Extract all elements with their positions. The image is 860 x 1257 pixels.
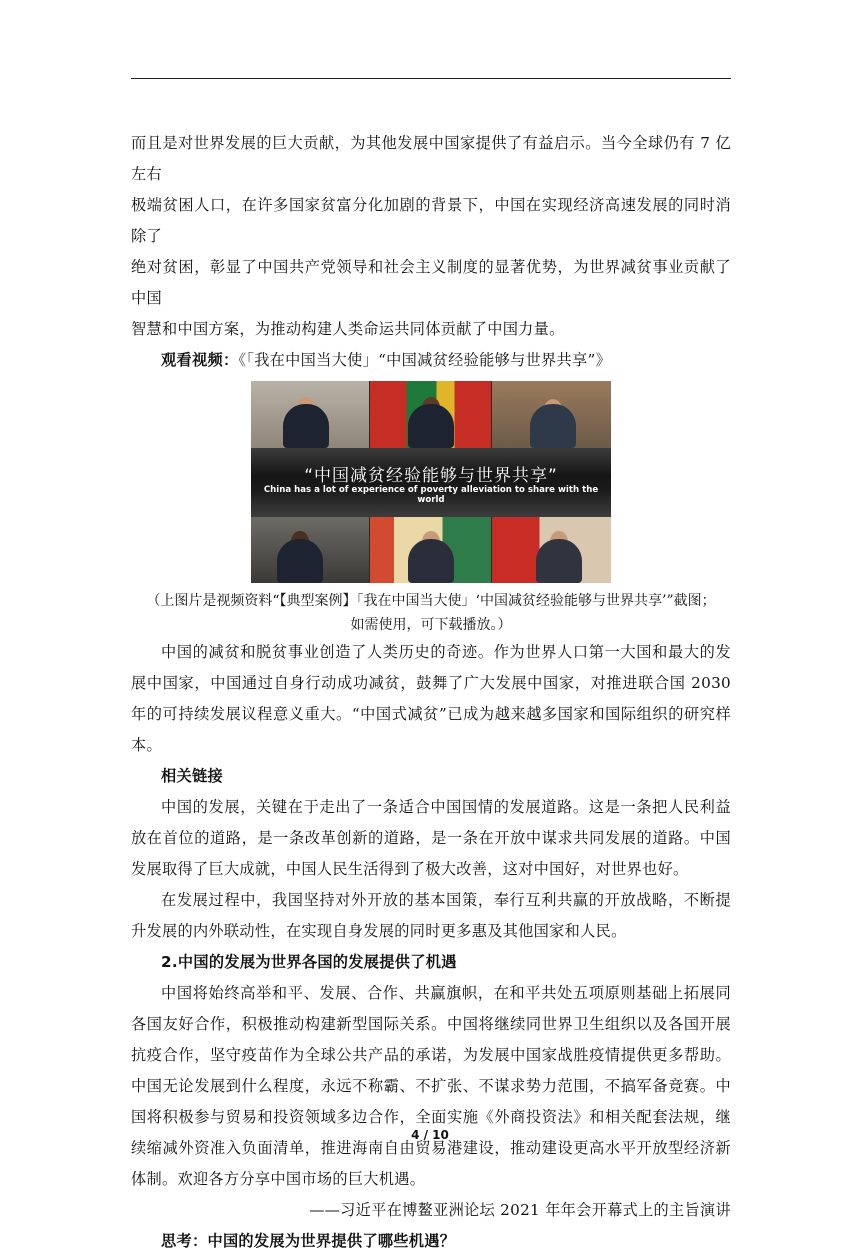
ambassador-panel [251, 517, 369, 583]
poverty-paragraph: 中国的减贫和脱贫事业创造了人类历史的奇迹。作为世界人口第一大国和最大的发展中国家，中国通过自身行动成功减贫，鼓舞了广大发展中国家，对推进联合国 2030 年的可持续发展议程意义重大。“中国式减贫”已成为越来越多国家和国际组织的研究样本。 [131, 643, 731, 754]
section-heading: 2.中国的发展为世界各国的发展提供了机遇 [161, 953, 457, 971]
paragraph-line: 智慧和中国方案，为推动构建人类命运共同体贡献了中国力量。 [131, 320, 565, 338]
quote-source: ——习近平在博鳌亚洲论坛 2021 年年会开幕式上的主旨演讲 [309, 1201, 731, 1219]
ambassador-panel [492, 517, 611, 583]
caption-line: 如需使用，可下载播放。） [350, 617, 512, 633]
person-figure [277, 539, 323, 583]
ambassador-panel [370, 381, 491, 448]
related-paragraph: 中国的发展，关键在于走出了一条适合中国国情的发展道路。这是一条把人民利益放在首位的道路，是一条改革创新的道路，是一条在开放中谋求共同发展的道路。中国发展取得了巨大成就，中国人民生活得到了极大改善，这对中国好，对世界也好。 [131, 798, 731, 878]
video-label: 观看视频： [161, 351, 239, 369]
ambassador-panel [370, 517, 491, 583]
paragraph-line: 绝对贫困，彰显了中国共产党领导和社会主义制度的显著优势，为世界减贫事业贡献了中国 [131, 258, 731, 307]
paragraph-line: 极端贫困人口，在许多国家贫富分化加剧的背景下，中国在实现经济高速发展的同时消除了 [131, 196, 731, 245]
person-figure [408, 539, 454, 583]
speech-quote: 中国将始终高举和平、发展、合作、共赢旗帜，在和平共处五项原则基础上拓展同各国友好合作，积极推动构建新型国际关系。中国将继续同世界卫生组织以及各国开展抗疫合作，坚守疫苗作为全球公共产品的承诺，为发展中国家战胜疫情提供更多帮助。中国无论发展到什么程度，永远不称霸、不扩张、不谋求势力范围，不搞军备竞赛。中国将积极参与贸易和投资领域多边合作，全面实施《外商投资法》和相关配套法规，继续缩减外资准入负面清单，推进海南自由贸易港建设，推动建设更高水平开放型经济新体制。欢迎各方分享中国市场的巨大机遇。 [131, 984, 731, 1188]
person-figure [536, 539, 582, 583]
think-question: 思考：中国的发展为世界提供了哪些机遇？ [161, 1232, 456, 1250]
caption-line: （上图片是视频资料“【典型案例】「我在中国当大使」‘中国减贫经验能够与世界共享’”截图； [146, 593, 716, 609]
page-number: 4 / 10 [411, 1128, 449, 1142]
intro-paragraph [131, 128, 731, 345]
related-paragraph: 在发展过程中，我国坚持对外开放的基本国策，奉行互利共赢的开放战略，不断提升发展的内外联动性，在实现自身发展的同时更多惠及其他国家和人民。 [131, 891, 731, 940]
ambassador-panel [492, 381, 611, 448]
video-title-cn: “中国减贫经验能够与世界共享” [304, 466, 558, 486]
paragraph-line: 而且是对世界发展的巨大贡献，为其他发展中国家提供了有益启示。当今全球仍有 7 亿左右 [131, 134, 731, 183]
header-rule [131, 78, 731, 79]
person-figure [530, 404, 576, 448]
video-title[interactable]: 《「我在中国当大使」“中国减贫经验能够与世界共享”》 [238, 351, 612, 369]
person-figure [283, 404, 329, 448]
figure-caption [131, 589, 731, 637]
video-reference [131, 345, 731, 376]
video-title-en: China has a lot of experience of poverty alleviation to share with the world [263, 485, 599, 505]
related-heading: 相关链接 [161, 767, 223, 785]
video-screenshot[interactable] [251, 381, 611, 583]
person-figure [408, 404, 454, 448]
ambassador-panel [251, 381, 369, 448]
page-content [131, 128, 731, 1257]
